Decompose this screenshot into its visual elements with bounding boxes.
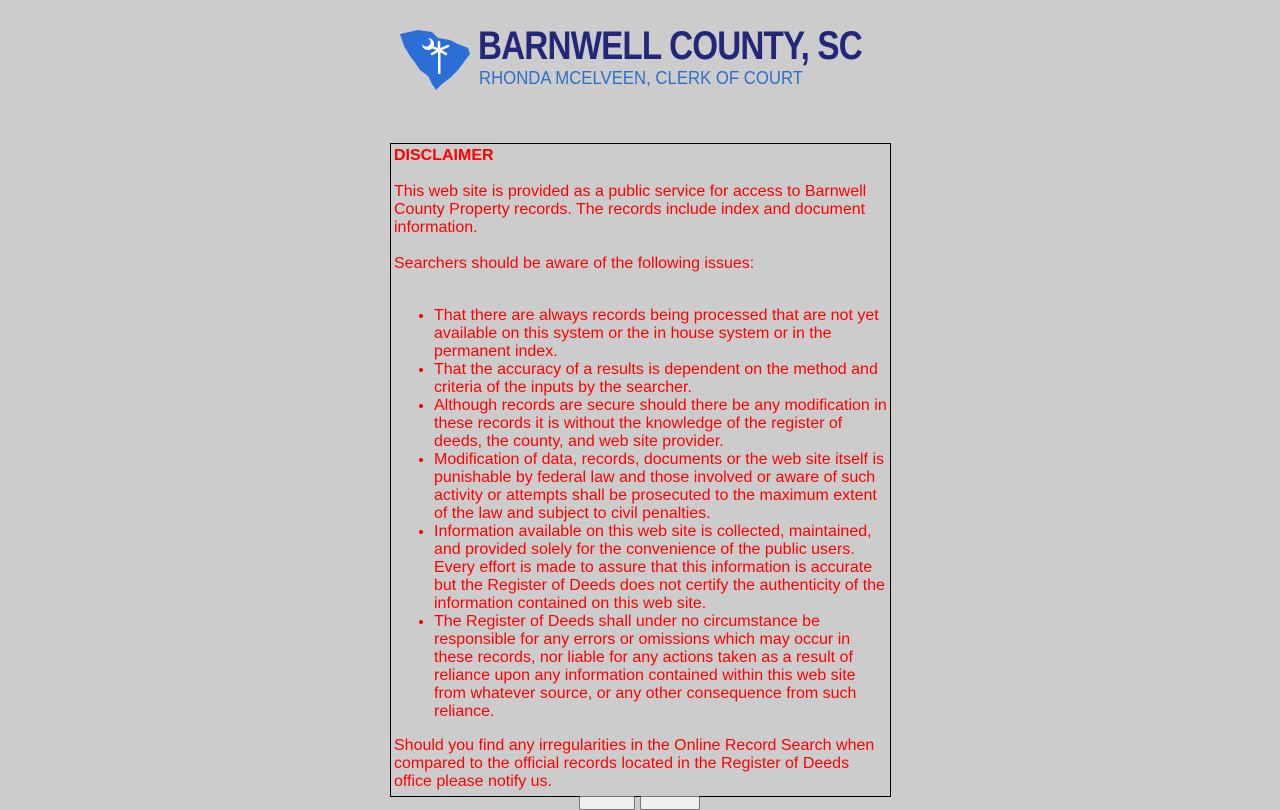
disclaimer-heading: DISCLAIMER: [394, 147, 494, 164]
list-item: • Information available on this web site is collected, maintained, and provided solely for the convenience of the public users. Every effort is made to assure that this information is accurate but the Register of Deeds does not certify the authenticity of the information contained on this web site.: [434, 523, 890, 613]
disclaimer-intro: This web site is provided as a public service for access to Barnwell County Property records. The records include index and document information.: [394, 183, 867, 236]
site-header: [398, 26, 878, 92]
list-item: • That there are always records being processed that are not yet available on this system or the in house system or in the permanent index.: [434, 307, 890, 361]
accept-button[interactable]: [579, 796, 635, 810]
list-item: • Although records are secure should there be any modification in these records it is without the knowledge of the register of deeds, the county, and web site provider.: [434, 397, 890, 451]
county-title: BARNWELL COUNTY, SC: [478, 24, 862, 68]
disclaimer-closing: Should you find any irregularities in the Online Record Search when compared to the official records located in the Register of Deeds office please notify us.: [394, 737, 875, 790]
clerk-subtitle: RHONDA MCELVEEN, CLERK OF COURT: [479, 68, 804, 88]
disclaimer-panel: [390, 143, 891, 797]
issues-list: [394, 307, 890, 721]
south-carolina-palmetto-icon: [398, 28, 472, 90]
list-item: • That the accuracy of a results is dependent on the method and criteria of the inputs by the searcher.: [434, 361, 890, 397]
searchers-note: Searchers should be aware of the following issues:: [394, 255, 755, 272]
list-item: • Modification of data, records, documents or the web site itself is punishable by federal law and those involved or aware of such activity or attempts shall be prosecuted to the maximum extent of the law and subject to civil penalties.: [434, 451, 890, 523]
decline-button[interactable]: [640, 796, 700, 810]
list-item: • The Register of Deeds shall under no circumstance be responsible for any errors or omissions which may occur in these records, nor liable for any actions taken as a result of reliance upon any information contained within this web site from whatever source, or any other consequence from such reliance.: [434, 613, 890, 721]
